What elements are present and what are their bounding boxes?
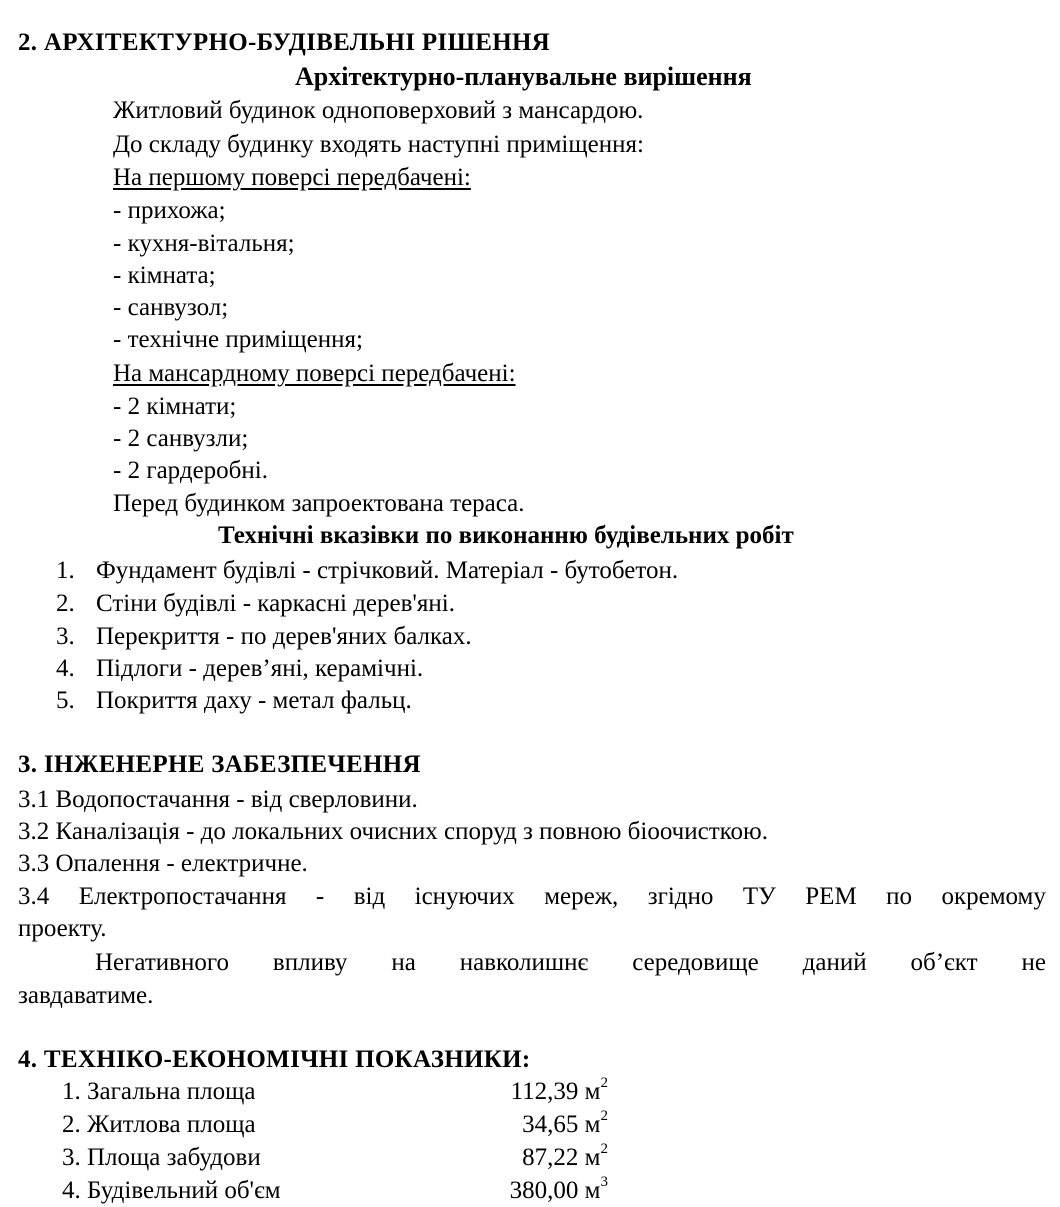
unit-power: 2 <box>600 1140 608 1157</box>
engineering-item: 3.2 Каналізація - до локальних очисних споруд з повною біоочисткою. <box>18 818 768 845</box>
impact-paragraph <box>95 948 1046 978</box>
indicator-label: 4. Будівельний об'єм <box>62 1177 281 1204</box>
attic-label: На мансардному поверсі передбачені: <box>113 360 516 387</box>
tech-item <box>56 686 412 716</box>
impact-paragraph-end: завдаватиме. <box>18 982 154 1009</box>
tech-item-text: Фундамент будівлі - стрічковий. Матеріал - бутобетон. <box>96 557 679 584</box>
word: від <box>353 883 386 910</box>
tech-item-text: Покриття даху - метал фальц. <box>96 687 412 714</box>
tech-item-number: 2. <box>56 590 75 617</box>
word: - <box>315 883 325 910</box>
intro-line-1: Житловий будинок одноповерховий з мансардою. <box>113 97 644 124</box>
unit-power: 2 <box>600 1074 608 1091</box>
tech-item <box>56 654 423 684</box>
word: Негативного <box>95 949 229 976</box>
first-floor-item: - кухня-вітальня; <box>113 230 295 257</box>
word: Електропостачання <box>78 883 287 910</box>
indicator-label: 1. Загальна площа <box>62 1078 256 1105</box>
indicator-value <box>486 1140 608 1173</box>
indicator-label: 3. Площа забудови <box>62 1144 261 1171</box>
terrace-line: Перед будинком запроектована тераса. <box>113 490 525 517</box>
section-2-heading: 2. АРХІТЕКТУРНО-БУДІВЕЛЬНІ РІШЕННЯ <box>18 29 551 56</box>
word: мереж, <box>544 883 619 910</box>
word: даний <box>802 949 867 976</box>
tech-item-number: 3. <box>56 623 75 650</box>
word: по <box>886 883 913 910</box>
word: згідно <box>647 883 714 910</box>
word: на <box>391 949 416 976</box>
unit-power: 2 <box>600 1107 608 1124</box>
section-2-subheading: Архітектурно-планувальне вирішення <box>295 62 752 91</box>
first-floor-item: - прихожа; <box>113 197 226 224</box>
intro-line-2: До складу будинку входять наступні приміщення: <box>113 131 644 158</box>
unit-power: 3 <box>600 1173 608 1190</box>
value-text: 34,65 м <box>522 1111 601 1138</box>
tech-item-number: 4. <box>56 655 75 682</box>
tech-item <box>56 589 455 619</box>
tech-item <box>56 622 472 652</box>
word: окремому <box>941 883 1046 910</box>
tech-item-number: 5. <box>56 687 75 714</box>
section-4-heading: 4. ТЕХНІКО-ЕКОНОМІЧНІ ПОКАЗНИКИ: <box>18 1046 531 1073</box>
engineering-item-power <box>18 882 1046 912</box>
tech-item-text: Перекриття - по дерев'яних балках. <box>96 623 472 650</box>
section-3-heading: 3. ІНЖЕНЕРНЕ ЗАБЕЗПЕЧЕННЯ <box>18 751 421 778</box>
value-text: 87,22 м <box>522 1144 601 1171</box>
indicator-label: 2. Житлова площа <box>62 1111 256 1138</box>
indicator-value <box>486 1173 608 1206</box>
word: 3.4 <box>18 883 50 910</box>
first-floor-item: - санвузол; <box>113 294 229 321</box>
word: існуючих <box>414 883 515 910</box>
value-text: 112,39 м <box>510 1078 601 1105</box>
value-text: 380,00 м <box>509 1177 601 1204</box>
indicator-value <box>486 1074 608 1107</box>
attic-item: - 2 кімнати; <box>113 393 237 420</box>
tech-item-text: Стіни будівлі - каркасні дерев'яні. <box>96 590 455 617</box>
engineering-item-power-end: проекту. <box>18 915 107 942</box>
engineering-item: 3.1 Водопостачання - від сверловини. <box>18 786 418 813</box>
first-floor-label: На першому поверсі передбачені: <box>113 164 471 191</box>
word: навколишнє <box>459 949 589 976</box>
tech-heading: Технічні вказівки по виконанню будівельних робіт <box>218 522 794 549</box>
attic-item: - 2 санвузли; <box>113 425 249 452</box>
word: середовище <box>632 949 759 976</box>
tech-item-number: 1. <box>56 557 75 584</box>
engineering-item: 3.3 Опалення - електричне. <box>18 850 308 877</box>
word: ТУ <box>742 883 776 910</box>
attic-item: - 2 гардеробні. <box>113 457 268 484</box>
word: не <box>1021 949 1046 976</box>
word: РЕМ <box>805 883 857 910</box>
first-floor-item: - технічне приміщення; <box>113 326 363 353</box>
tech-item-text: Підлоги - дерев’яні, керамічні. <box>96 655 424 682</box>
indicator-value <box>486 1107 608 1140</box>
tech-item <box>56 556 678 586</box>
word: об’єкт <box>910 949 978 976</box>
first-floor-item: - кімната; <box>113 262 216 289</box>
word: впливу <box>272 949 348 976</box>
